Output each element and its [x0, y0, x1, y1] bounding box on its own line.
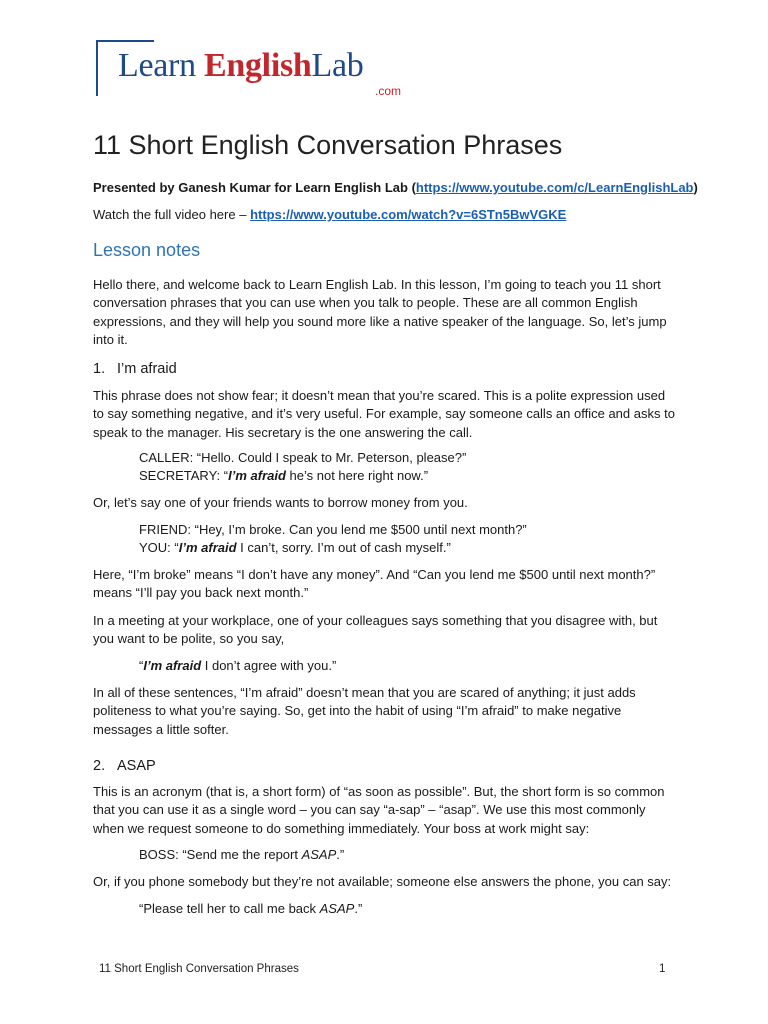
page-number: 1: [659, 963, 666, 975]
section-2-paragraph-2: Or, if you phone somebody but they’re not available; someone else answers the phone, you can say:: [93, 874, 672, 889]
document-title: 11 Short English Conversation Phrases: [93, 130, 563, 160]
intro-paragraph: Hello there, and welcome back to Learn English Lab. In this lesson, I’m going to teach you 11 short conversation phrases that you can use when you talk to people. These are all common English expressions, and they will help you sound more like a native speaker of the language. So, let’s jump into it.: [93, 277, 667, 347]
section-1-paragraph-4: In a meeting at your workplace, one of your colleagues says something that you disagree with, but you want to be polite, so you say,: [93, 613, 658, 647]
dialogue-disagree: “I’m afraid I don’t agree with you.”: [139, 658, 337, 673]
dialogue-secretary: SECRETARY: “I’m afraid he’s not here right now.”: [139, 468, 429, 483]
section-1-paragraph-1: This phrase does not show fear; it doesn’t mean that you’re scared. This is a polite expression used to say something negative, and it’s very useful. For example, say someone calls an office and asks to speak to the manager. His secretary is the one answering the call.: [93, 388, 675, 440]
learn-english-lab-logo: [96, 40, 416, 98]
dialogue-call-back: “Please tell her to call me back ASAP.”: [139, 901, 363, 916]
dialogue-you: YOU: “I’m afraid I can’t, sorry. I’m out of cash myself.”: [139, 540, 451, 555]
logo-domain-suffix: .com: [375, 84, 402, 98]
section-2-paragraph-1: This is an acronym (that is, a short form) of “as soon as possible”. But, the short form is so common that you can use it as a single word – you can say “a-sap” – “asap”. We use this most commonly when we request someone to do something immediately. Your boss at work might say:: [93, 784, 665, 836]
watch-video-line: Watch the full video here – https://www.youtube.com/watch?v=6STn5BwVGKE: [93, 207, 567, 222]
section-1-paragraph-5: In all of these sentences, “I’m afraid” doesn’t mean that you are scared of anything; it just adds politeness to what you’re saying. So, get into the habit of using “I’m afraid” to make negative messages a little softer.: [93, 685, 636, 737]
lesson-notes-heading: Lesson notes: [93, 240, 201, 260]
footer-title: 11 Short English Conversation Phrases: [99, 963, 299, 975]
section-1-paragraph-2: Or, let’s say one of your friends wants to borrow money from you.: [93, 495, 468, 510]
logo-wordmark: Learn EnglishLab: [118, 47, 364, 84]
dialogue-caller: CALLER: “Hello. Could I speak to Mr. Peterson, please?”: [139, 450, 467, 465]
section-1-paragraph-3: Here, “I’m broke” means “I don’t have any money”. And “Can you lend me $500 until next month?” means “I’ll pay you back next month.”: [93, 567, 656, 601]
video-link[interactable]: https://www.youtube.com/watch?v=6STn5BwVGKE: [250, 207, 567, 222]
presented-by-line: Presented by Ganesh Kumar for Learn English Lab (https://www.youtube.com/c/LearnEnglishLab): [93, 180, 698, 195]
dialogue-boss: BOSS: “Send me the report ASAP.”: [139, 847, 345, 862]
channel-link[interactable]: https://www.youtube.com/c/LearnEnglishLab: [415, 180, 694, 195]
dialogue-friend: FRIEND: “Hey, I’m broke. Can you lend me $500 until next month?”: [139, 522, 527, 537]
section-2-heading: 2. ASAP: [93, 758, 156, 774]
section-1-heading: 1. I’m afraid: [93, 361, 177, 377]
